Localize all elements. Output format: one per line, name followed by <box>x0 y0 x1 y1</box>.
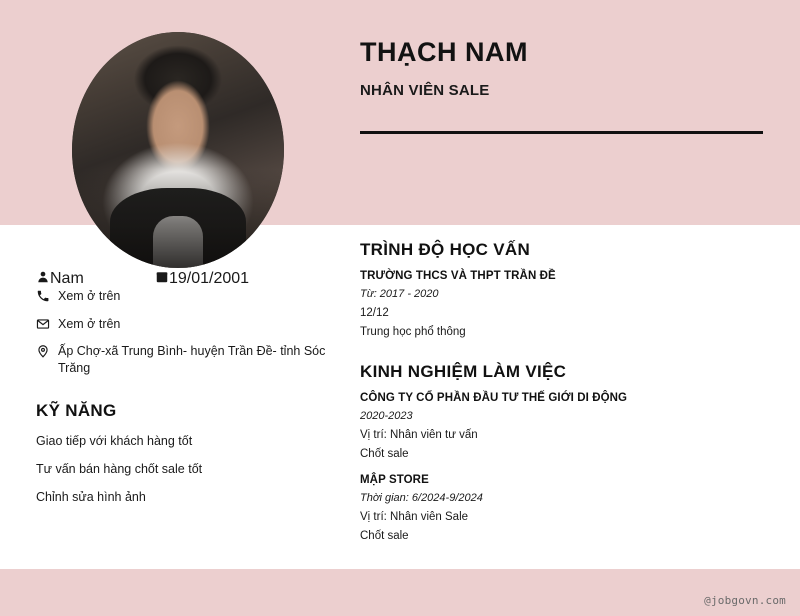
photo-torso-shape <box>110 188 246 268</box>
education-detail-1: 12/12 <box>360 307 389 319</box>
profile-photo <box>72 32 284 268</box>
education-school: TRƯỜNG THCS VÀ THPT TRẦN ĐỀ <box>360 270 556 282</box>
experience-position: Vị trí: Nhân viên Sale <box>360 511 469 523</box>
header-divider <box>360 131 763 134</box>
experience-entry <box>360 392 772 460</box>
location-pin-icon <box>36 343 58 358</box>
person-icon <box>36 270 50 288</box>
experience-entry <box>360 474 772 542</box>
contact-name-value: Nam <box>50 270 84 287</box>
contact-birthdate-value: 19/01/2001 <box>169 270 250 287</box>
contact-item-birthdate <box>155 270 249 288</box>
contact-row <box>36 270 326 288</box>
phone-icon <box>36 288 58 303</box>
experience-detail: Chốt sale <box>360 530 409 542</box>
contact-item-address <box>36 343 326 376</box>
education-entry <box>360 270 772 338</box>
education-detail-2: Trung học phổ thông <box>360 326 466 338</box>
footer-band <box>0 569 800 616</box>
skills-list <box>36 433 326 506</box>
left-column <box>36 270 326 517</box>
list-item: Tư vấn bán hàng chốt sale tốt <box>36 461 203 476</box>
experience-position: Vị trí: Nhân viên tư vấn <box>360 429 478 441</box>
experience-date: Thời gian: 6/2024-9/2024 <box>360 492 483 504</box>
section-spacer <box>360 352 772 362</box>
skills-section-title: KỸ NĂNG <box>36 400 117 420</box>
watermark: @jobgovn.com <box>704 594 786 607</box>
experience-section-title: KINH NGHIỆM LÀM VIỆC <box>360 362 567 381</box>
list-item: Giao tiếp với khách hàng tốt <box>36 433 193 448</box>
contact-phone-value: Xem ở trên <box>58 289 121 303</box>
header-text <box>360 38 764 99</box>
right-column <box>360 240 772 556</box>
experience-detail: Chốt sale <box>360 448 409 460</box>
list-item: Chỉnh sửa hình ảnh <box>36 490 146 504</box>
experience-company: CÔNG TY CỔ PHẦN ĐẦU TƯ THẾ GIỚI DI ĐỘNG <box>360 392 628 404</box>
job-role: NHÂN VIÊN SALE <box>360 81 490 99</box>
contact-item-phone <box>36 288 326 305</box>
contact-email-value: Xem ở trên <box>58 316 121 331</box>
contact-address-value: Ấp Chợ-xã Trung Bình- huyện Trần Đề- tỉnh Sóc Trăng <box>58 344 326 375</box>
education-section-title: TRÌNH ĐỘ HỌC VẤN <box>360 240 531 259</box>
contact-item-name <box>36 270 155 288</box>
education-date: Từ: 2017 - 2020 <box>360 288 439 300</box>
email-icon <box>36 316 58 331</box>
profile-photo-image <box>72 32 284 268</box>
experience-company: MẬP STORE <box>360 474 429 486</box>
photo-shirt-shape <box>153 216 204 268</box>
experience-date: 2020-2023 <box>360 410 413 422</box>
contact-info <box>36 270 326 377</box>
calendar-icon <box>155 270 169 288</box>
page-title: THẠCH NAM <box>360 37 528 67</box>
contact-item-email <box>36 316 326 333</box>
